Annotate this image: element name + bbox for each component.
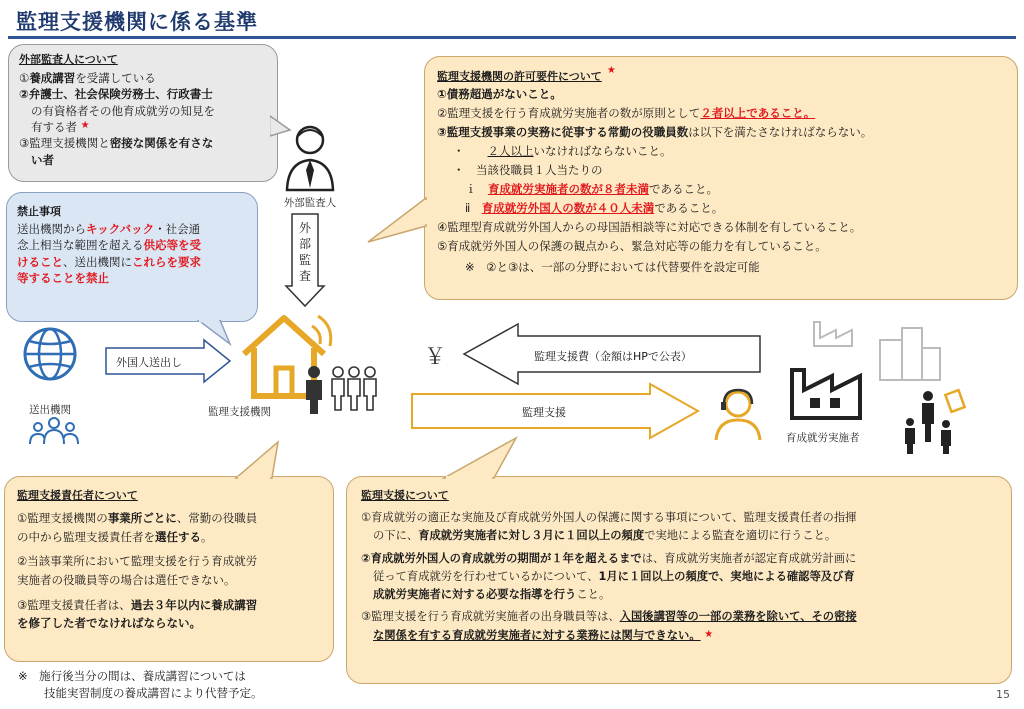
support-heading: 監理支援について <box>361 489 449 502</box>
resp-p1a: ①監理支援機関の <box>17 511 108 525</box>
resp-p3c: を修了した者でなければならない。 <box>17 616 201 631</box>
perm-l1: ①債務超過がないこと。 <box>437 87 562 101</box>
sup-p1d: で実地による監査を適切に行うこと。 <box>644 529 837 543</box>
perm-l3b: は以下を満たさなければならない。 <box>688 124 873 139</box>
star-mark: ★ <box>80 119 90 131</box>
perm-l2a: ②監理支援を行う育成就労実施者の数が原則として <box>437 105 701 120</box>
resp-p2b: 実施者の役職員等の場合は選任できない。 <box>17 572 236 587</box>
perm-l5: ・ 当該役職員１人当たりの <box>453 162 603 177</box>
vchar: 部 <box>298 237 311 251</box>
bubble-tail <box>226 440 286 480</box>
responsible-heading: 監理支援責任者について <box>17 489 138 502</box>
perm-note: ※ ②と③は、一部の分野においては代替要件を設定可能 <box>465 259 760 274</box>
t5: 供応等を受 <box>143 238 201 253</box>
t7: 、送出機関に <box>63 254 132 269</box>
resp-p1e: 選任する <box>155 529 201 544</box>
footnote-line2: 技能実習制度の養成講習により代替予定。 <box>44 685 263 700</box>
permission-box <box>424 56 1018 300</box>
item3-prefix: ③監理支援機関と <box>19 136 110 151</box>
page-title: 監理支援機関に係る基準 <box>16 10 258 34</box>
external-auditor-box <box>8 44 278 182</box>
perm-l7a: ⅱ <box>465 200 471 215</box>
group-people-icon <box>28 416 80 446</box>
title-divider <box>8 36 1016 39</box>
external-auditor-label: 外部監査人 <box>283 197 337 209</box>
prohibited-box <box>6 192 258 322</box>
resp-p1c: 、常勤の役職員 <box>176 511 258 525</box>
star-mark: ★ <box>606 65 616 76</box>
external-audit-vertical-text <box>296 220 314 284</box>
t9: 等することを禁止 <box>17 270 109 285</box>
perm-l8: ④監理型育成就労外国人からの母国語相談等に対応できる体制を有していること。 <box>437 219 862 234</box>
sup-p1c: 育成就労実施者に対し３月に１回以上の頻度 <box>418 529 645 543</box>
sup-p1b: の下に、 <box>373 529 419 543</box>
sup-p2e: 成就労実施者に対する必要な指導を行う <box>373 588 577 602</box>
staff-people-icon <box>292 364 378 414</box>
resp-p3b: 過去３年以内に養成講習 <box>130 597 258 612</box>
item3-bold2: い者 <box>31 152 54 167</box>
vchar: 外 <box>298 221 311 235</box>
bubble-tail <box>366 196 428 250</box>
foreign-send-label: 外国人送出し <box>116 356 182 369</box>
globe-icon <box>22 326 78 382</box>
footnote-line1: ※ 施行後当分の間は、養成講習については <box>18 669 246 683</box>
sending-org-label: 送出機関 <box>29 404 71 416</box>
external-auditor-heading: 外部監査人について <box>19 53 118 66</box>
headset-person-icon <box>712 386 764 442</box>
item1-rest: を受講している <box>75 71 156 85</box>
permission-heading: 監理支援機関の許可要件について <box>437 70 602 83</box>
sup-p2d: 1月に１回以上の頻度で、実地による確認等及び育 <box>598 569 855 583</box>
sup-p3c: な関係を有する育成就労実施者に対する業務には関与できない。 <box>373 628 701 642</box>
implementer-label: 育成就労実施者 <box>786 432 860 444</box>
perm-l3a: ③監理支援事業の実務に従事する常勤の役職員数 <box>437 124 689 139</box>
sup-p3b: 入国後講習等の一部の業務を除いて、その密接 <box>619 610 857 624</box>
t1: 送出機関から <box>17 222 86 236</box>
perm-l4a: ・ <box>453 143 465 158</box>
responsible-box <box>4 476 334 662</box>
support-box <box>346 476 1012 684</box>
resp-p1d: の中から監理支援責任者を <box>17 529 155 544</box>
perm-l2b: ２者以上であること。 <box>700 105 816 120</box>
sup-p2b: は、育成就労実施者が認定育成就労計画に <box>641 551 857 565</box>
footnote <box>18 668 263 701</box>
sup-p2a: ②育成就労外国人の育成就労の期間が１年を超えるまで <box>361 551 642 565</box>
t3: ・社会通 <box>154 222 201 236</box>
prohibited-heading: 禁止事項 <box>17 205 61 218</box>
item1-bold: 養成講習 <box>29 71 76 85</box>
page-number: 15 <box>996 688 1010 701</box>
star-mark: ★ <box>704 628 714 640</box>
t6: けること <box>17 254 63 269</box>
support-fee-label: 監理支援費（金額はHPで公表） <box>534 350 692 363</box>
sup-p2f: こと。 <box>576 588 611 602</box>
sup-p2c: 従って育成就労を行わせているかについて、 <box>373 569 599 583</box>
perm-l6b: 育成就労実施者の数が８者未満 <box>488 181 649 196</box>
t8: これらを要求 <box>132 254 201 269</box>
sup-p1a: ①育成就労の適正な実施及び育成就労外国人の保護に関する事項について、監理支援責任者の指揮 <box>361 511 857 524</box>
perm-l9: ⑤育成就労外国人の保護の観点から、緊急対応等の能力を有していること。 <box>437 238 827 253</box>
workers-icon <box>898 388 970 454</box>
perm-l7b: 育成就労外国人の数が４０人未満 <box>481 200 655 215</box>
item-prefix: ① <box>19 71 30 85</box>
resp-p1f: 。 <box>201 529 213 544</box>
resp-p3a: ③監理支援責任者は、 <box>17 597 131 612</box>
vchar: 査 <box>298 269 311 283</box>
auditor-person-icon <box>282 120 338 192</box>
bubble-tail <box>440 436 520 480</box>
item2-line3: 有する者 <box>31 119 77 134</box>
perm-l4c: いなければならないこと。 <box>533 143 672 158</box>
item2-line2: の有資格者その他育成就労の知見を <box>31 103 215 118</box>
item2-bold: ②弁護士、社会保険労務士、行政書士 <box>19 87 213 102</box>
perm-l6c: であること。 <box>649 181 718 196</box>
resp-p1b: 事業所ごとに <box>107 511 177 525</box>
t2: キックバック <box>86 222 155 236</box>
sup-p3a: ③監理支援を行う育成就労実施者の出身職員等は、 <box>361 610 620 624</box>
supervising-org-label: 監理支援機関 <box>208 406 271 418</box>
vchar: 監 <box>298 253 311 267</box>
support-label: 監理支援 <box>522 406 566 419</box>
t4: 念上相当な範囲を超える <box>17 238 144 253</box>
perm-l7c: であること。 <box>654 200 724 215</box>
perm-l6a: ｉ <box>465 181 477 196</box>
resp-p2a: ②当該事業所において監理支援を行う育成就労 <box>17 554 258 569</box>
item3-bold: 密接な関係を有さな <box>109 136 214 151</box>
yen-icon: ￥ <box>424 345 447 370</box>
perm-l4b: ２人以上 <box>487 143 534 158</box>
